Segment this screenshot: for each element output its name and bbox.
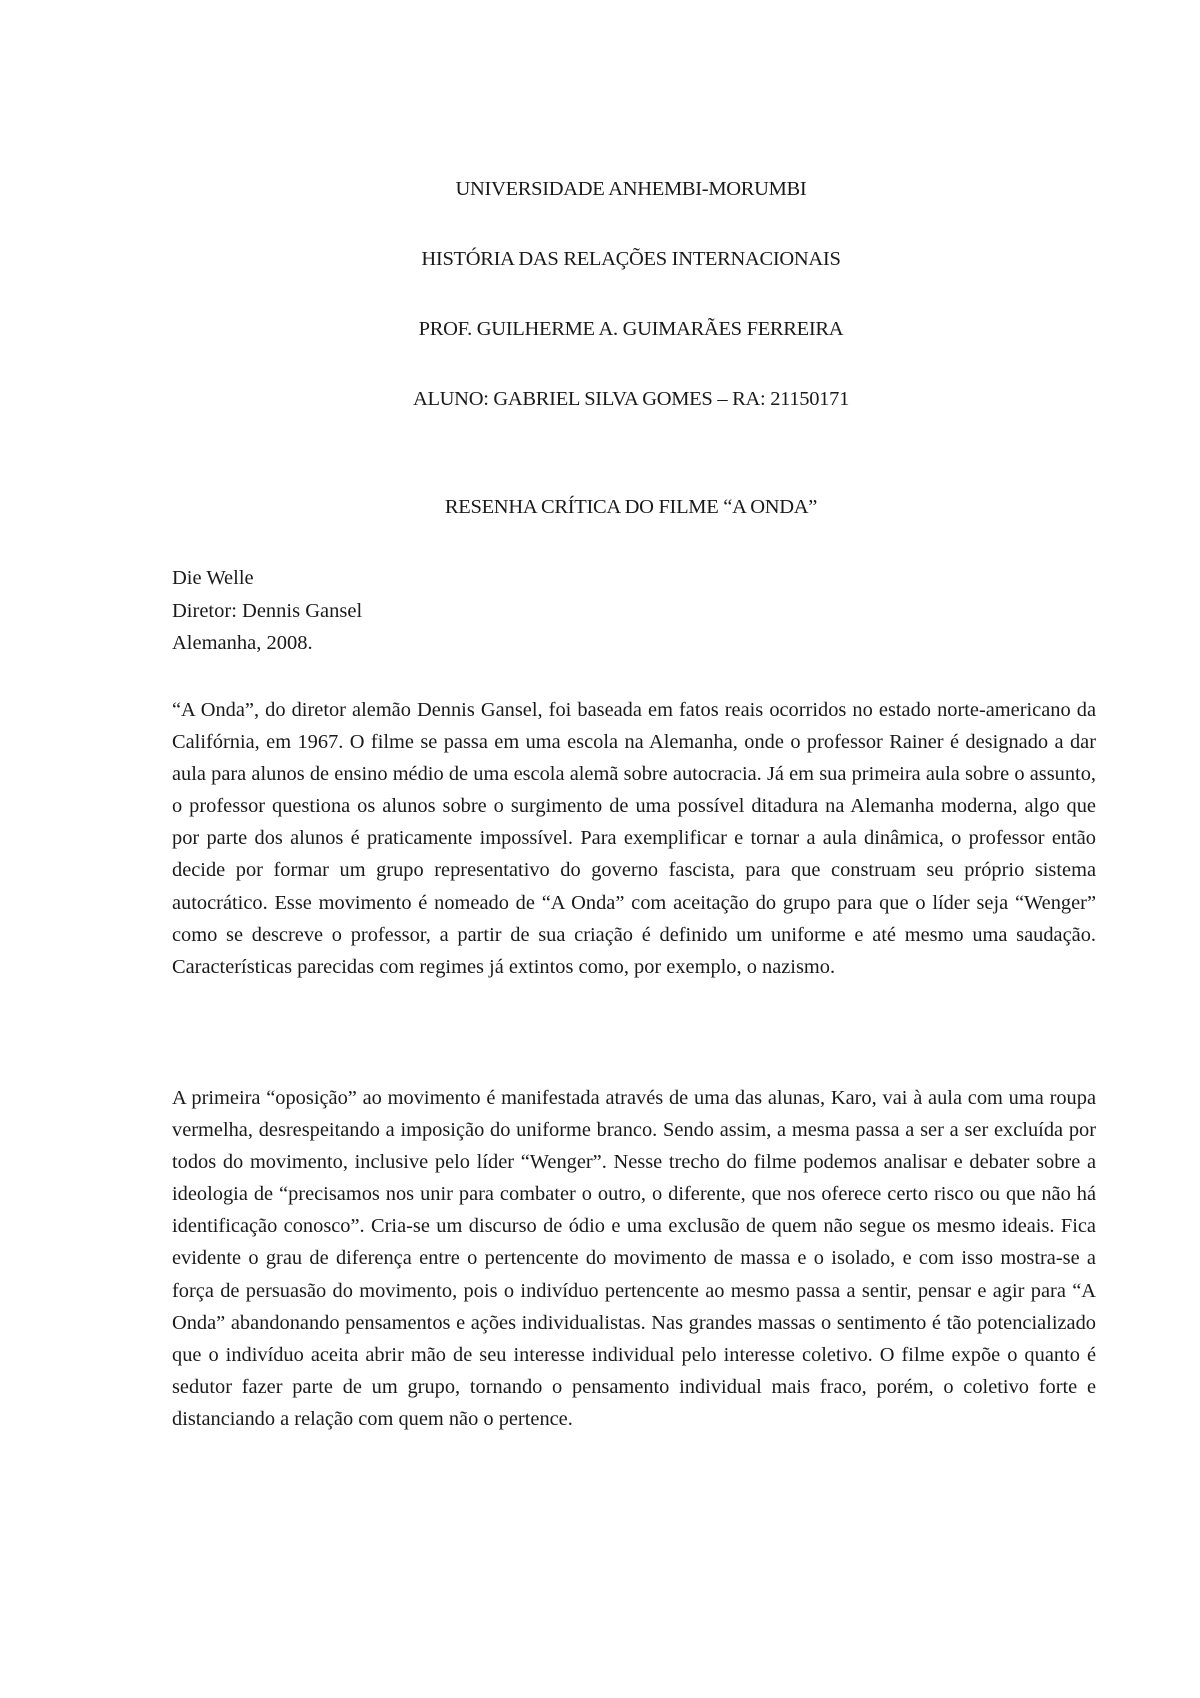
paragraph-1: “A Onda”, do diretor alemão Dennis Gansel, foi baseada em fatos reais ocorridos no estado norte-americano da Califórnia, em 1967. O filme se passa em uma escola na Alemanha, onde o professor Rainer é designado a dar aula para alunos de ensino médio de uma escola alemã sobre autocracia. Já em sua primeira aula sobre o assunto, o professor questiona os alunos sobre o surgimento de uma possível ditadura na Alemanha moderna, algo que por parte dos alunos é praticamente impossível. Para exemplificar e tornar a aula dinâmica, o professor então decide por formar um grupo representativo do governo fascista, para que construam seu próprio sistema autocrático. Esse movimento é nomeado de “A Onda” com aceitação do grupo para que o líder seja “Wenger” como se descreve o professor, a partir de sua criação é definido um uniforme e até mesmo uma saudação. Características parecidas com regimes já extintos como, por exemplo, o nazismo. (172, 699, 1096, 978)
film-director: Diretor: Dennis Gansel (172, 599, 363, 622)
professor-name: PROF. GUILHERME A. GUIMARÃES FERREIRA (418, 318, 844, 340)
film-original-title: Die Welle (172, 567, 254, 589)
course-name: HISTÓRIA DAS RELAÇÕES INTERNACIONAIS (421, 248, 841, 270)
film-info (172, 562, 362, 660)
film-country-year: Alemanha, 2008. (172, 632, 313, 654)
review-title: RESENHA CRÍTICA DO FILME “A ONDA” (444, 496, 818, 518)
document-header (0, 176, 1200, 456)
university-name: UNIVERSIDADE ANHEMBI-MORUMBI (455, 178, 807, 200)
paragraph-2: A primeira “oposição” ao movimento é manifestada através de uma das alunas, Karo, vai à aula com uma roupa vermelha, desrespeitando a imposição do uniforme branco. Sendo assim, a mesma passa a ser a ser excluída por todos do movimento, inclusive pelo líder “Wenger”. Nesse trecho do filme podemos analisar e debater sobre a ideologia de “precisamos nos unir para combater o outro, o diferente, que nos oferece certo risco ou que não há identificação conosco”. Cria-se um discurso de ódio e uma exclusão de quem não segue os mesmo ideais. Fica evidente o grau de diferença entre o pertencente do movimento de massa e o isolado, e com isso mostra-se a força de persuasão do movimento, pois o indivíduo pertencente ao mesmo passa a sentir, pensar e agir para “A Onda” abandonando pensamentos e ações individualistas. Nas grandes massas o sentimento é tão potencializado que o indivíduo aceita abrir mão de seu interesse individual pelo interesse coletivo. O filme expõe o quanto é sedutor fazer parte de um grupo, tornando o pensamento individual mais fraco, porém, o coletivo forte e distanciando a relação com quem não o pertence. (172, 1087, 1096, 1430)
student-info: ALUNO: GABRIEL SILVA GOMES – RA: 21150171 (412, 388, 850, 410)
